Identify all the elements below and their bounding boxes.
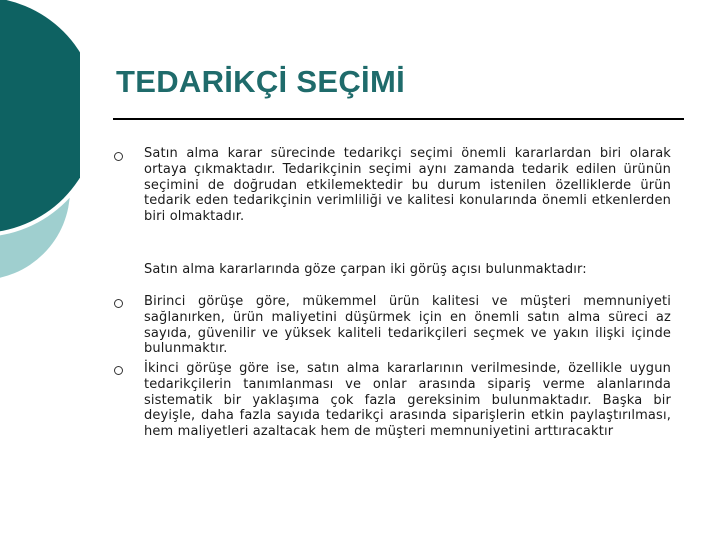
- decorative-circles: [0, 0, 80, 300]
- bullet-icon: [114, 299, 123, 308]
- paragraph-3: Birinci görüşe göre, mükemmel ürün kalitesi ve müşteri memnuniyeti sağlanırken, ürün maliyetini düşürmek için en önemli satın alma süreci az sayıda, güvenilir ve yüksek kaliteli tedarikçileri seçmek ve yakın ilişki içinde bulunmaktır.: [144, 294, 671, 357]
- paragraph-4: İkinci görüşe göre ise, satın alma kararlarının verilmesinde, özellikle uygun tedarikçilerin tanımlanması ve onlar arasında sipariş verme alanlarında sistematik bir yaklaşıma çok fazla gereksinim bulunmaktadır. Başka bir deyişle, daha fazla sayıda tedarikçi arasında siparişlerin etkin paylaştırılması, hem maliyetleri azaltacak hem de müşteri memnuniyetini arttıracaktır: [144, 361, 671, 440]
- title-divider: [113, 118, 684, 120]
- bullet-icon: [114, 366, 123, 375]
- bullet-icon: [114, 152, 123, 161]
- slide-title: TEDARİKÇİ SEÇİMİ: [116, 64, 405, 99]
- paragraph-1: Satın alma karar sürecinde tedarikçi seçimi önemli kararlardan biri olarak ortaya çıkmaktadır. Tedarikçinin seçimi aynı zamanda tedarik edilen ürünün seçimini de doğrudan etkilemektedir bu durum istenilen özelliklerde ürün tedarik eden tedarikçinin verimliliği ve kalitesi konularında önemli etkenlerden biri olmaktadır.: [144, 146, 671, 225]
- paragraph-2: Satın alma kararlarında göze çarpan iki görüş açısı bulunmaktadır:: [144, 262, 587, 277]
